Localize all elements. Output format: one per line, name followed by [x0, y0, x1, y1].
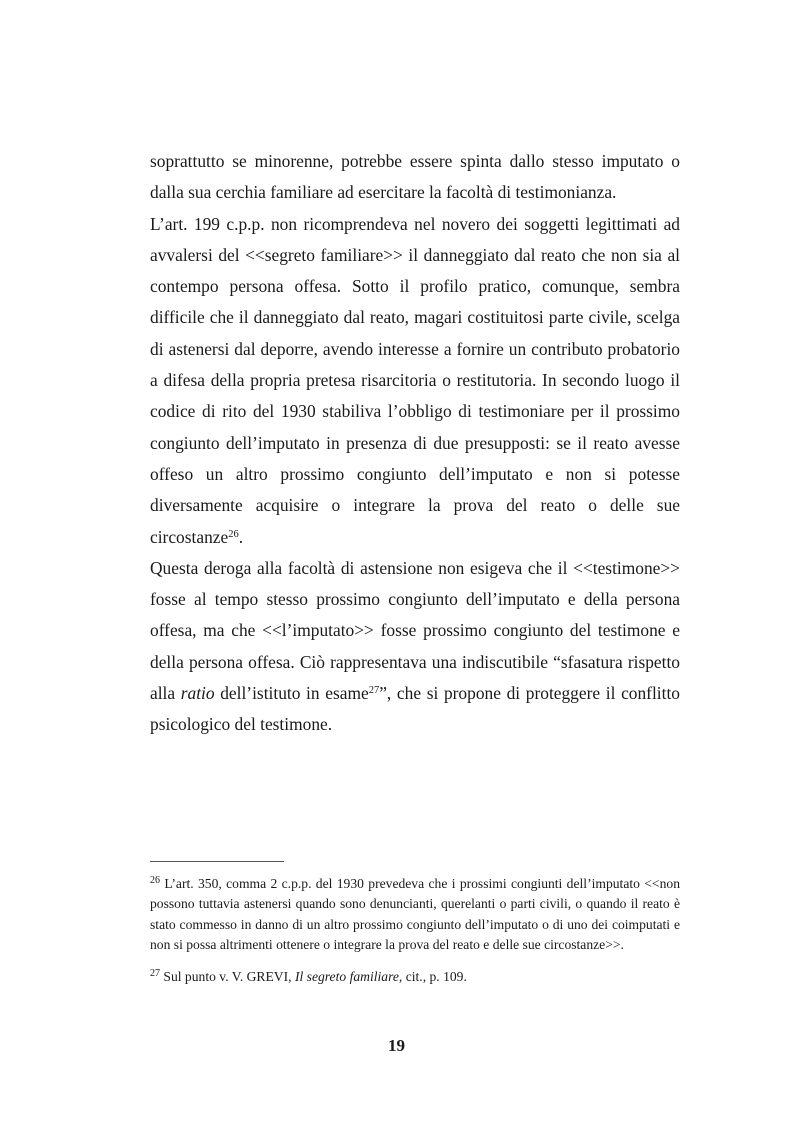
footnote-separator	[150, 861, 284, 862]
paragraph-1-text: soprattutto se minorenne, potrebbe essere spinta dallo stesso imputato o dalla sua cerchia familiare ad esercitare la facoltà di testimonianza.	[150, 151, 680, 203]
footnote-number: 26	[150, 875, 160, 886]
footnotes	[150, 874, 680, 987]
page-number: 19	[388, 1036, 405, 1055]
paragraph-2-text: L’art. 199 c.p.p. non ricomprendeva nel novero dei soggetti legittimati ad avvalersi del <<segreto familiare>> il danneggiato dal reato che non sia al contempo persona offesa. Sotto il profilo pratico, comunque, sembra difficile che il danneggiato dal reato, magari costituitosi parte civile, scelga di astenersi dal deporre, avendo interesse a fornire un contributo probatorio a difesa della propria pretesa risarcitoria o restitutoria. In secondo luogo il codice di rito del 1930 stabiliva l’obbligo di testimoniare per il prossimo congiunto dell’imputato in presenza di due presupposti: se il reato avesse offeso un altro prossimo congiunto dell’imputato e non si potesse diversamente acquisire o integrare la prova del reato o delle sue circostanze	[150, 213, 680, 547]
paragraph-3-end: ”, che si propone di proteggere il conflitto psicologico del testimone.	[150, 683, 680, 735]
footnote-27	[150, 967, 680, 987]
footnote-26	[150, 874, 680, 955]
italic-ratio: ratio	[180, 683, 215, 704]
paragraph-3-text: Questa deroga alla facoltà di astensione non esigeva che il <<testimone>> fosse al tempo stesso prossimo congiunto dell’imputato e della persona offesa, ma che <<l’imputato>> fosse prossimo congiunto del testimone e della persona offesa. Ciò rappresentava una indiscutibile “sfasatura rispetto alla	[150, 557, 680, 704]
footnote-number: 27	[150, 968, 160, 980]
paragraph-2	[150, 209, 680, 553]
paragraph-2-end: .	[238, 526, 244, 547]
paragraph-1	[150, 146, 680, 209]
body-text	[150, 146, 680, 741]
footnote-text-end: , cit., p. 109.	[398, 969, 467, 985]
footnote-ref-27[interactable]: 27	[368, 685, 380, 697]
footnote-text: Sul punto v. V. GREVI,	[160, 969, 295, 985]
footnote-ref-26[interactable]: 26	[228, 528, 239, 540]
paragraph-3	[150, 553, 680, 741]
footnote-italic-title: Il segreto familiare	[294, 969, 399, 985]
footnote-text: L’art. 350, comma 2 c.p.p. del 1930 prevedeva che i prossimi congiunti dell’imputato <<non possono tuttavia astenersi quando sono denuncianti, querelanti o parti civili, o quando il reato è stato commesso in danno di un altro prossimo congiunto dell’imputato o di uno dei coimputati e non si possa altrimenti ottenere o integrare la prova del reato e delle sue circostanze>>.	[150, 876, 680, 952]
paragraph-3-middle: dell’istituto in esame	[214, 683, 369, 704]
